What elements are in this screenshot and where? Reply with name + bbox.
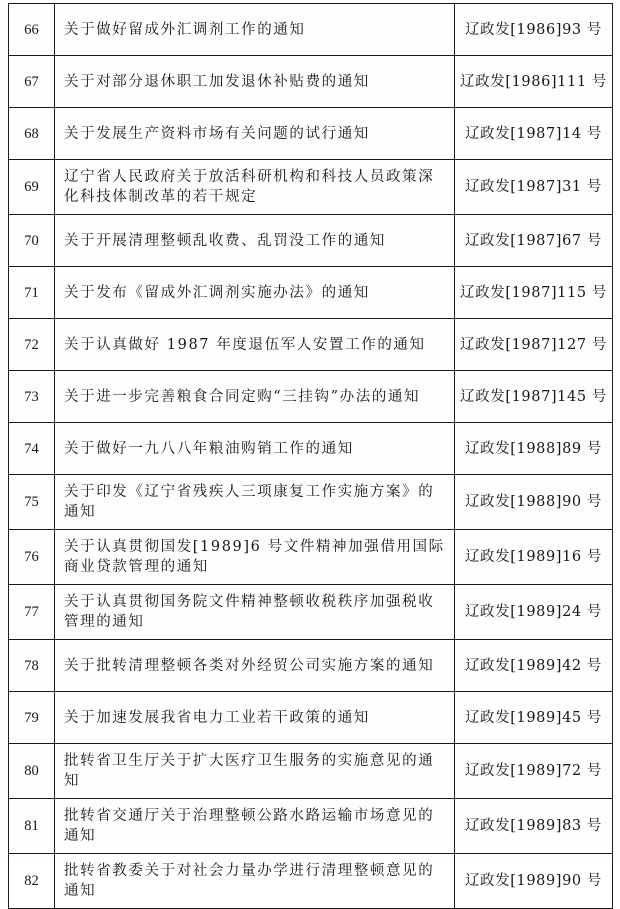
table-row (9, 640, 613, 692)
document-number: 辽政发[1987]145 号 (455, 371, 613, 423)
row-number: 69 (9, 160, 55, 215)
row-number: 75 (9, 475, 55, 530)
document-number: 辽政发[1989]24 号 (455, 585, 613, 640)
document-number: 辽政发[1988]90 号 (455, 475, 613, 530)
table-row (9, 692, 613, 744)
row-number: 72 (9, 319, 55, 371)
document-list-table (8, 3, 613, 909)
document-title: 关于对部分退休职工加发退休补贴费的通知 (55, 56, 455, 108)
row-number: 76 (9, 530, 55, 585)
document-number: 辽政发[1989]72 号 (455, 744, 613, 799)
row-number: 78 (9, 640, 55, 692)
row-number: 73 (9, 371, 55, 423)
table-row (9, 854, 613, 909)
document-number: 辽政发[1987]115 号 (455, 267, 613, 319)
row-number: 74 (9, 423, 55, 475)
table-row (9, 371, 613, 423)
document-number: 辽政发[1987]14 号 (455, 108, 613, 160)
row-number: 66 (9, 4, 55, 56)
row-number: 68 (9, 108, 55, 160)
document-title: 辽宁省人民政府关于放活科研机构和科技人员政策深化科技体制改革的若干规定 (55, 160, 455, 215)
document-title: 批转省教委关于对社会力量办学进行清理整顿意见的通知 (55, 854, 455, 909)
table-row (9, 585, 613, 640)
row-number: 81 (9, 799, 55, 854)
row-number: 82 (9, 854, 55, 909)
table-row (9, 423, 613, 475)
table-row (9, 215, 613, 267)
document-number: 辽政发[1989]83 号 (455, 799, 613, 854)
row-number: 80 (9, 744, 55, 799)
document-title: 关于做好留成外汇调剂工作的通知 (55, 4, 455, 56)
document-title: 关于进一步完善粮食合同定购“三挂钩”办法的通知 (55, 371, 455, 423)
table-row (9, 475, 613, 530)
row-number: 79 (9, 692, 55, 744)
document-title: 关于发布《留成外汇调剂实施办法》的通知 (55, 267, 455, 319)
table-row (9, 267, 613, 319)
table-row (9, 56, 613, 108)
document-number: 辽政发[1986]93 号 (455, 4, 613, 56)
document-number: 辽政发[1989]45 号 (455, 692, 613, 744)
document-title: 关于认真做好 1987 年度退伍军人安置工作的通知 (55, 319, 455, 371)
row-number: 70 (9, 215, 55, 267)
table-row (9, 744, 613, 799)
document-number: 辽政发[1987]127 号 (455, 319, 613, 371)
table-row (9, 799, 613, 854)
document-number: 辽政发[1989]16 号 (455, 530, 613, 585)
document-title: 关于认真贯彻国务院文件精神整顿收税秩序加强税收管理的通知 (55, 585, 455, 640)
document-title: 批转省交通厅关于治理整顿公路水路运输市场意见的通知 (55, 799, 455, 854)
document-title: 关于批转清理整顿各类对外经贸公司实施方案的通知 (55, 640, 455, 692)
row-number: 71 (9, 267, 55, 319)
document-number: 辽政发[1987]31 号 (455, 160, 613, 215)
table-row (9, 4, 613, 56)
row-number: 77 (9, 585, 55, 640)
document-number: 辽政发[1986]111 号 (455, 56, 613, 108)
document-title: 关于印发《辽宁省残疾人三项康复工作实施方案》的通知 (55, 475, 455, 530)
document-number: 辽政发[1988]89 号 (455, 423, 613, 475)
document-number: 辽政发[1987]67 号 (455, 215, 613, 267)
document-title: 关于开展清理整顿乱收费、乱罚没工作的通知 (55, 215, 455, 267)
table-row (9, 319, 613, 371)
document-number: 辽政发[1989]90 号 (455, 854, 613, 909)
document-title: 关于做好一九八八年粮油购销工作的通知 (55, 423, 455, 475)
document-title: 批转省卫生厅关于扩大医疗卫生服务的实施意见的通知 (55, 744, 455, 799)
document-title: 关于认真贯彻国发[1989]6 号文件精神加强借用国际商业贷款管理的通知 (55, 530, 455, 585)
table-row (9, 160, 613, 215)
document-title: 关于加速发展我省电力工业若干政策的通知 (55, 692, 455, 744)
row-number: 67 (9, 56, 55, 108)
table-row (9, 530, 613, 585)
document-number: 辽政发[1989]42 号 (455, 640, 613, 692)
table-row (9, 108, 613, 160)
document-title: 关于发展生产资料市场有关问题的试行通知 (55, 108, 455, 160)
